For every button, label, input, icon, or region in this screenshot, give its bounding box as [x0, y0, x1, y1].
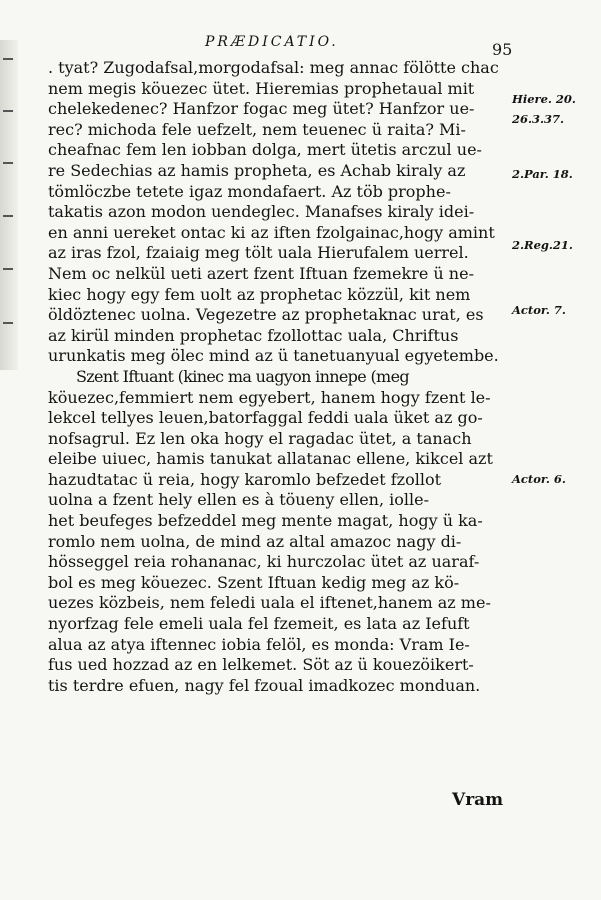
- facing-page-mark: [3, 322, 13, 324]
- facing-page-edge: [0, 40, 18, 370]
- facing-page-mark: [3, 268, 13, 270]
- text-line: cheafnac fem len iobban dolga, mert ütetis arczul ue-: [48, 140, 482, 160]
- text-line: re Sedechias az hamis propheta, es Achab kiraly az: [48, 160, 466, 180]
- text-line: kiec hogy egy fem uolt az prophetac közzül, kit nem: [48, 284, 471, 304]
- margin-reference: Hiere. 20.: [512, 92, 576, 106]
- margin-reference: 2.Reg.21.: [512, 238, 573, 252]
- facing-page-mark: [3, 58, 13, 60]
- text-line: öldöztenec uolna. Vegezetre az prophetaknac urat, es: [48, 305, 484, 325]
- body-text: [48, 58, 508, 696]
- text-line: nyorfzag fele emeli uala fel fzemeit, es lata az Iefuft: [48, 614, 470, 634]
- text-line: nem megis köuezec ütet. Hieremias prophetaual mit: [48, 78, 475, 98]
- text-line: nofsagrul. Ez len oka hogy el ragadac ütet, a tanach: [48, 428, 472, 448]
- facing-page-mark: [3, 162, 13, 164]
- text-line: . tyat? Zugodafsal,morgodafsal: meg annac fölötte chac: [48, 58, 499, 77]
- text-line: het beufeges befzeddel meg mente magat, hogy ü ka-: [48, 511, 483, 531]
- text-line: romlo nem uolna, de mind az altal amazoc nagy di-: [48, 531, 462, 551]
- text-line: uezes közbeis, nem feledi uala el iftenet,hanem az me-: [48, 593, 491, 613]
- text-line: urunkatis meg ölec mind az ü tanetuanyual egyetembe.: [48, 346, 499, 366]
- text-line: hösseggel reia rohananac, ki hurczolac ütet az uaraf-: [48, 552, 480, 572]
- text-line: rec? michoda fele uefzelt, nem teuenec ü raita? Mi-: [48, 119, 466, 139]
- margin-reference: Actor. 6.: [512, 472, 566, 486]
- text-line: lekcel tellyes leuen,batorfaggal feddi uala üket az go-: [48, 408, 483, 428]
- text-line: fus ued hozzad az en lelkemet. Söt az ü kouezöikert-: [48, 655, 474, 675]
- running-head: PRÆDICATIO.: [205, 34, 339, 50]
- catchword: Vram: [452, 790, 504, 810]
- margin-reference: 26.3.37.: [512, 112, 565, 126]
- text-line: az iras fzol, fzaiaig meg tölt uala Hierufalem uerrel.: [48, 243, 469, 263]
- margin-reference: 2.Par. 18.: [512, 167, 573, 181]
- page-number: 95: [492, 40, 513, 59]
- text-line: bol es meg köuezec. Szent Iftuan kedig meg az kö-: [48, 572, 460, 592]
- text-line: takatis azon modon uendeglec. Manafses kiraly idei-: [48, 202, 475, 222]
- facing-page-mark: [3, 110, 13, 112]
- text-line: tis terdre efuen, nagy fel fzoual imadkozec monduan.: [48, 675, 481, 695]
- text-line: Szent Iftuant (kinec ma uagyon innepe (meg: [76, 366, 409, 386]
- text-line: eleibe uiuec, hamis tanukat allatanac ellene, kikcel azt: [48, 449, 493, 469]
- text-line: Nem oc nelkül ueti azert fzent Iftuan fzemekre ü ne-: [48, 263, 474, 283]
- text-line: alua az atya iftennec iobia felöl, es monda: Vram Ie-: [48, 634, 470, 654]
- text-line: chelekedenec? Hanfzor fogac meg ütet? Hanfzor ue-: [48, 99, 475, 119]
- text-line: uolna a fzent hely ellen es à töueny ellen, iolle-: [48, 490, 429, 510]
- margin-reference: Actor. 7.: [512, 303, 566, 317]
- text-line: köuezec,femmiert nem egyebert, hanem hogy fzent le-: [48, 387, 491, 407]
- text-line: az kirül minden prophetac fzollottac uala, Chriftus: [48, 325, 459, 345]
- text-line: tömlöczbe tetete igaz mondafaert. Az töb prophe-: [48, 181, 451, 201]
- text-line: en anni uereket ontac ki az iften fzolgainac,hogy amint: [48, 222, 495, 242]
- facing-page-mark: [3, 215, 13, 217]
- text-line: hazudtatac ü reia, hogy karomlo befzedet fzollot: [48, 469, 442, 489]
